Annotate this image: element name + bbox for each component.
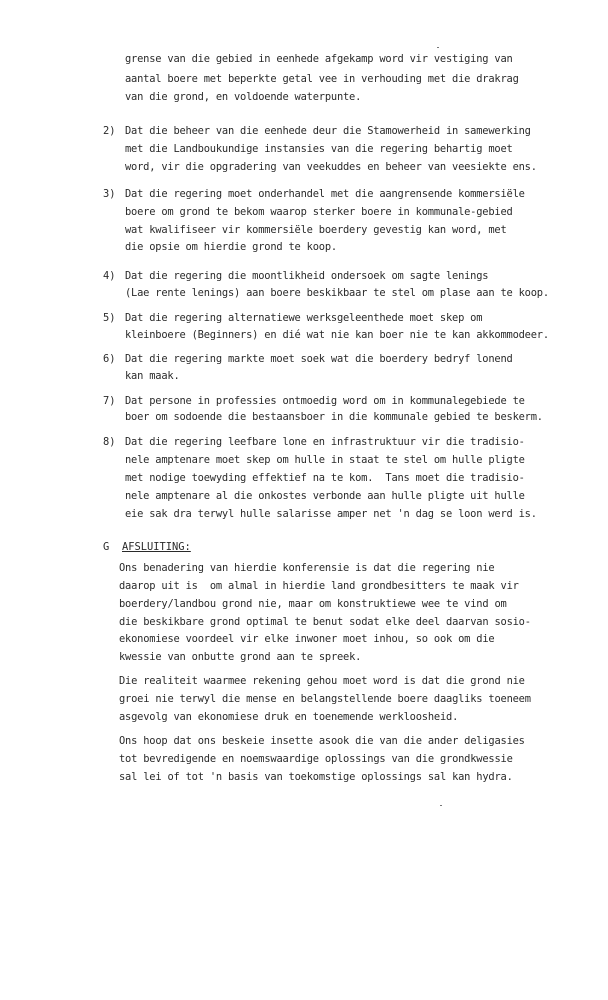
intro-line: van die grond, en voldoende waterpunte.	[125, 91, 362, 103]
item-number: 3)	[103, 188, 116, 200]
item-line: (Lae rente lenings) aan boere beskikbaar te stel om plase aan te koop.	[125, 287, 549, 299]
scan-speck	[437, 47, 439, 48]
item-line: Dat persone in professies ontmoedig word om in kommunalegebiede te	[125, 395, 525, 407]
paragraph-line: groei nie terwyl die mense en belangstellende boere daagliks toeneem	[119, 693, 531, 705]
item-line: Dat die regering alternatiewe werksgeleenthede moet skep om	[125, 312, 483, 324]
item-number: 6)	[103, 353, 116, 365]
item-line: eie sak dra terwyl hulle salarisse amper net 'n dag se loon werd is.	[125, 508, 537, 520]
intro-line: aantal boere met beperkte getal vee in verhouding met die drakrag	[125, 73, 519, 85]
scan-speck	[440, 805, 442, 806]
item-line: kleinboere (Beginners) en dié wat nie kan boer nie te kan akkommodeer.	[125, 329, 549, 341]
item-line: Dat die regering leefbare lone en infrastruktuur vir die tradisio-	[125, 436, 525, 448]
paragraph-line: die beskikbare grond optimal te benut sodat elke deel daarvan sosio-	[119, 616, 531, 628]
item-line: met die Landboukundige instansies van die regering behartig moet	[125, 143, 513, 155]
paragraph-line: boerdery/landbou grond nie, maar om konstruktiewe wee te vind om	[119, 598, 507, 610]
paragraph-line: kwessie van onbutte grond aan te spreek.	[119, 651, 362, 663]
section-title: AFSLUITING:	[122, 541, 191, 553]
item-line: kan maak.	[125, 370, 180, 382]
paragraph-line: Die realiteit waarmee rekening gehou moet word is dat die grond nie	[119, 675, 525, 687]
item-line: nele amptenare moet skep om hulle in staat te stel om hulle pligte	[125, 454, 525, 466]
item-line: Dat die regering die moontlikheid ondersoek om sagte lenings	[125, 270, 489, 282]
item-number: 5)	[103, 312, 116, 324]
item-line: boere om grond te bekom waarop sterker boere in kommunale-gebied	[125, 206, 513, 218]
item-number: 8)	[103, 436, 116, 448]
paragraph-line: tot bevredigende en noemswaardige oplossings van die grondkwessie	[119, 753, 513, 765]
paragraph-line: Ons hoop dat ons beskeie insette asook die van die ander deligasies	[119, 735, 525, 747]
item-line: met nodige toewyding effektief na te kom. Tans moet die tradisio-	[125, 472, 525, 484]
item-line: word, vir die opgradering van veekuddes en beheer van veesiekte ens.	[125, 161, 537, 173]
item-line: Dat die regering markte moet soek wat die boerdery bedryf lonend	[125, 353, 513, 365]
item-number: 2)	[103, 125, 116, 137]
item-number: 4)	[103, 270, 116, 282]
item-line: Dat die beheer van die eenhede deur die Stamowerheid in samewerking	[125, 125, 531, 137]
item-number: 7)	[103, 395, 116, 407]
paragraph-line: sal lei of tot 'n basis van toekomstige oplossings sal kan hydra.	[119, 771, 513, 783]
paragraph-line: asgevolg van ekonomiese druk en toenemende werkloosheid.	[119, 711, 459, 723]
paragraph-line: daarop uit is om almal in hierdie land grondbesitters te maak vir	[119, 580, 519, 592]
paragraph-line: Ons benadering van hierdie konferensie is dat die regering nie	[119, 562, 495, 574]
section-letter: G	[103, 541, 110, 553]
item-line: Dat die regering moet onderhandel met die aangrensende kommersiële	[125, 188, 525, 200]
item-line: die opsie om hierdie grond te koop.	[125, 241, 337, 253]
item-line: boer om sodoende die bestaansboer in die kommunale gebied te beskerm.	[125, 411, 543, 423]
item-line: wat kwalifiseer vir kommersiële boerdery gevestig kan word, met	[125, 224, 507, 236]
paragraph-line: ekonomiese voordeel vir elke inwoner moet inhou, so ook om die	[119, 633, 495, 645]
intro-line: grense van die gebied in eenhede afgekamp word vir vestiging van	[125, 53, 513, 65]
item-line: nele amptenare al die onkostes verbonde aan hulle pligte uit hulle	[125, 490, 525, 502]
